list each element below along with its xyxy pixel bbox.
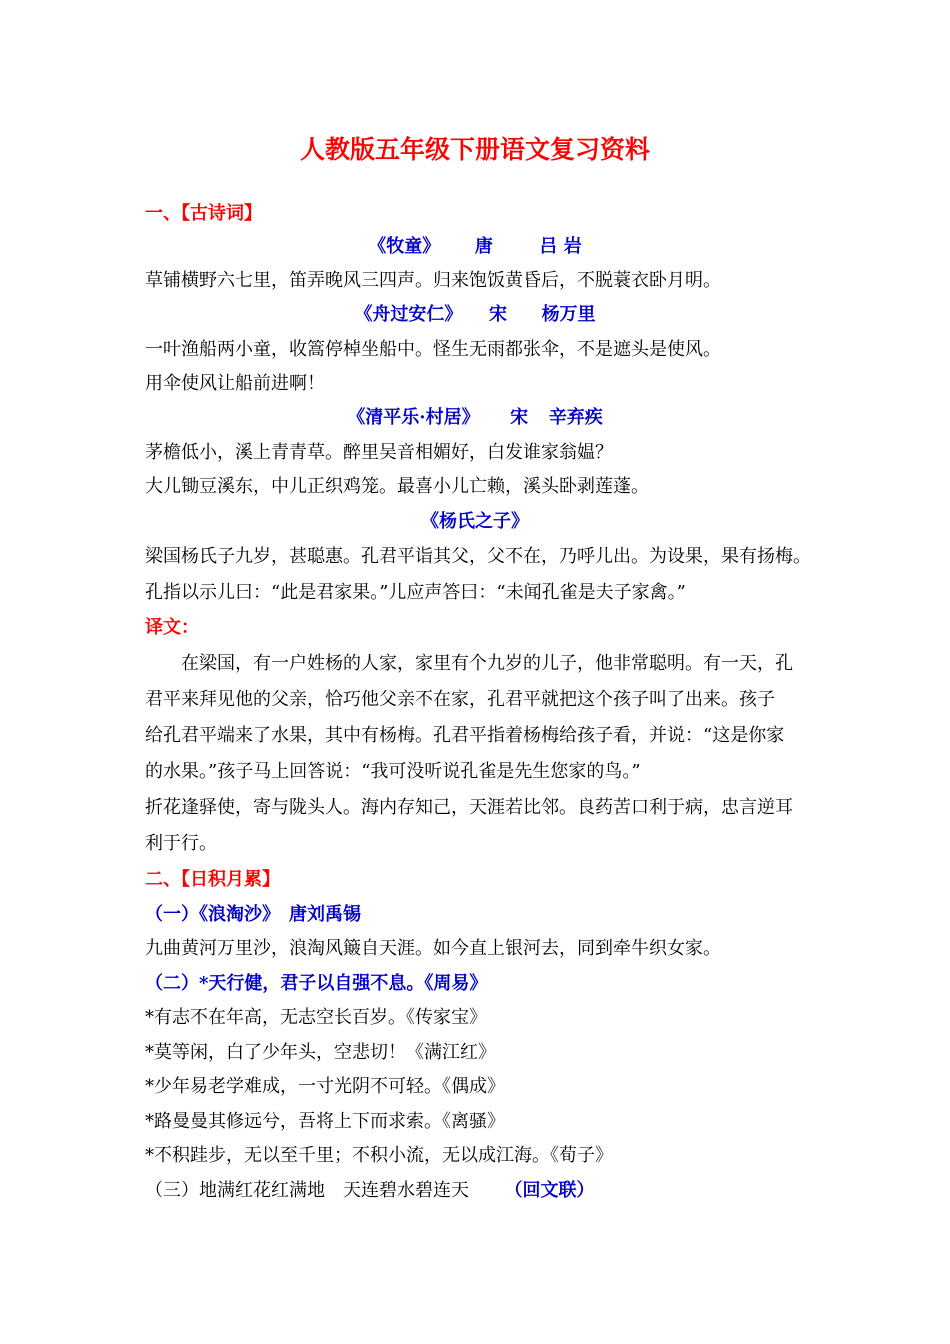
poem-author: 辛弃疾: [548, 407, 603, 428]
poem-title-line: [145, 406, 805, 430]
poem-title: 《舟过安仁》: [354, 304, 463, 325]
translation-line: 给孔君平端来了水果，其中有杨梅。孔君平指着杨梅给孩子看，并说：“这是你家: [145, 725, 785, 746]
poem-author: 吕 岩: [539, 236, 582, 257]
document-title: 人教版五年级下册语文复习资料: [299, 135, 650, 164]
saying-line: *路曼曼其修远兮，吾将上下而求索。《离骚》: [145, 1111, 505, 1132]
saying-line: *不积跬步，无以至千里；不积小流，无以成江海。《荀子》: [145, 1145, 613, 1166]
translation-line: 君平来拜见他的父亲，恰巧他父亲不在家，孔君平就把这个孩子叫了出来。孩子: [145, 689, 775, 710]
item-heading: （一）《浪淘沙》 唐刘禹锡: [145, 904, 361, 925]
palindrome-tag: （回文联）: [504, 1180, 595, 1201]
poem-line: 大儿锄豆溪东，中儿正织鸡笼。最喜小儿亡赖，溪头卧剥莲蓬。: [145, 476, 649, 497]
translation-line: 的水果。”孩子马上回答说：“我可没听说孔雀是先生您家的鸟。”: [145, 761, 641, 782]
item-line: 九曲黄河万里沙，浪淘风簸自天涯。如今直上银河去，同到牵牛织女家。: [145, 938, 721, 959]
poem-line: 草铺横野六七里，笛弄晚风三四声。归来饱饭黄昏后，不脱蓑衣卧月明。: [145, 270, 721, 291]
text-line: 折花逢驿使，寄与陇头人。海内存知己，天涯若比邻。良药苦口利于病，忠言逆耳: [145, 797, 793, 818]
text-line: 孔指以示儿曰：“此是君家果。”儿应声答曰：“未闻孔雀是夫子家禽。”: [145, 582, 686, 603]
poem-dynasty: 宋: [489, 304, 507, 325]
section-heading-poems: 一、【古诗词】: [145, 203, 262, 224]
translation-line: 在梁国，有一户姓杨的人家，家里有个九岁的儿子，他非常聪明。有一天，孔: [181, 653, 793, 674]
text-line: 梁国杨氏子九岁，甚聪惠。孔君平诣其父，父不在，乃呼儿出。为设果，果有扬梅。: [145, 546, 811, 567]
poem-line: 一叶渔船两小童，收篙停棹坐船中。怪生无雨都张伞，不是遮头是使风。: [145, 339, 721, 360]
item-heading: （二）*天行健，君子以自强不息。《周易》: [145, 973, 488, 994]
poem-title-line: [145, 235, 805, 259]
item-line: [145, 1179, 825, 1203]
poem-author: 杨万里: [541, 304, 596, 325]
poem-title: 《清平乐·村居》: [347, 407, 480, 428]
poem-line: 用伞使风让船前进啊！: [145, 373, 325, 394]
poem-title-line: [145, 303, 805, 327]
text-title: 《杨氏之子》: [421, 511, 529, 532]
poem-dynasty: 唐: [474, 236, 493, 257]
palindrome-couplet: （三）地满红花红满地 天连碧水碧连天: [145, 1180, 469, 1201]
saying-line: *莫等闲，白了少年头，空悲切！《满江红》: [145, 1042, 496, 1063]
poem-line: 茅檐低小，溪上青青草。醉里吴音相媚好，白发谁家翁媪？: [145, 442, 613, 463]
poem-title: 《牧童》: [368, 236, 441, 257]
poem-dynasty: 宋: [510, 407, 529, 428]
saying-line: *少年易老学难成，一寸光阴不可轻。《偶成》: [145, 1076, 505, 1097]
text-line: 利于行。: [145, 833, 217, 854]
translation-label: 译文：: [145, 617, 199, 638]
saying-line: *有志不在年高，无志空长百岁。《传家宝》: [145, 1007, 487, 1028]
section-heading-accumulation: 二、【日积月累】: [145, 869, 280, 890]
